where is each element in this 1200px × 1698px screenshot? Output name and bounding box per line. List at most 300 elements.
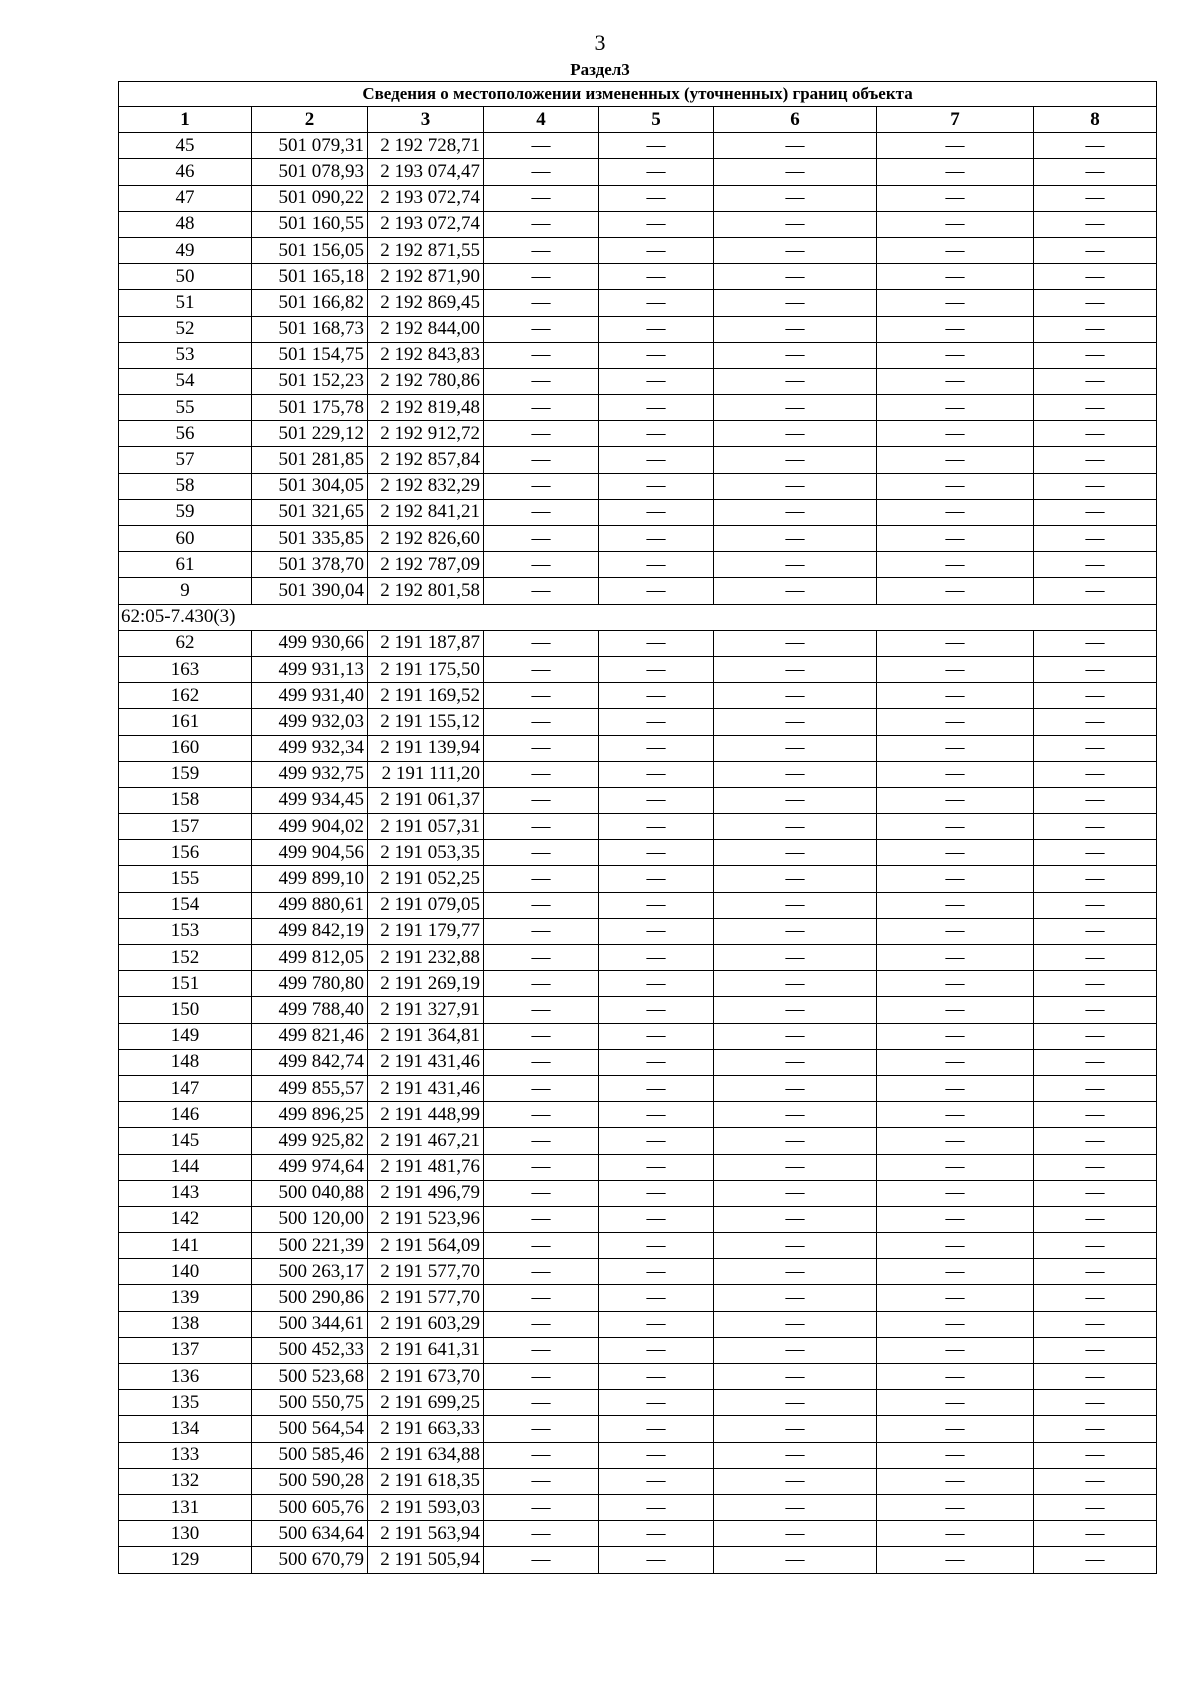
empty-dash: —	[945, 396, 965, 418]
empty-dash: —	[646, 684, 666, 706]
empty-dash: —	[646, 134, 666, 156]
empty-dash: —	[785, 344, 805, 366]
empty-dash: —	[945, 422, 965, 444]
empty-dash: —	[646, 187, 666, 209]
empty-dash: —	[646, 1208, 666, 1230]
empty-dash: —	[945, 370, 965, 392]
table-row	[119, 1075, 1157, 1101]
empty-cell	[599, 499, 714, 525]
empty-dash: —	[945, 1470, 965, 1492]
empty-cell	[484, 1547, 599, 1573]
empty-cell	[714, 997, 877, 1023]
empty-cell	[599, 1390, 714, 1416]
empty-dash: —	[785, 658, 805, 680]
empty-cell	[484, 1442, 599, 1468]
table-title-row	[119, 82, 1157, 107]
empty-dash: —	[646, 475, 666, 497]
empty-dash: —	[1085, 422, 1105, 444]
empty-dash: —	[646, 1234, 666, 1256]
empty-cell	[484, 709, 599, 735]
coordinate-x: 501 378,70	[252, 552, 368, 578]
empty-cell	[1034, 1390, 1157, 1416]
empty-dash: —	[1085, 1208, 1105, 1230]
point-number: 54	[119, 368, 252, 394]
empty-cell	[484, 1102, 599, 1128]
empty-cell	[714, 1311, 877, 1337]
empty-cell	[714, 421, 877, 447]
coordinate-y: 2 191 563,94	[368, 1521, 484, 1547]
point-number: 58	[119, 473, 252, 499]
empty-cell	[1034, 709, 1157, 735]
point-number: 47	[119, 185, 252, 211]
empty-dash: —	[531, 737, 551, 759]
empty-cell	[877, 918, 1034, 944]
coordinate-y: 2 191 327,91	[368, 997, 484, 1023]
empty-dash: —	[1085, 1417, 1105, 1439]
empty-dash: —	[1085, 1234, 1105, 1256]
coordinate-y: 2 191 641,31	[368, 1337, 484, 1363]
empty-cell	[877, 211, 1034, 237]
coordinate-x: 499 904,56	[252, 840, 368, 866]
empty-cell	[1034, 237, 1157, 263]
point-number: 62	[119, 630, 252, 656]
empty-cell	[714, 656, 877, 682]
empty-dash: —	[646, 1287, 666, 1309]
empty-cell	[484, 1416, 599, 1442]
empty-dash: —	[531, 998, 551, 1020]
empty-cell	[714, 1049, 877, 1075]
empty-dash: —	[785, 841, 805, 863]
empty-dash: —	[785, 291, 805, 313]
empty-dash: —	[1085, 1522, 1105, 1544]
empty-dash: —	[785, 1365, 805, 1387]
empty-dash: —	[646, 710, 666, 732]
empty-dash: —	[531, 579, 551, 601]
empty-cell	[1034, 368, 1157, 394]
coordinate-x: 501 281,85	[252, 447, 368, 473]
empty-dash: —	[945, 239, 965, 261]
empty-cell	[599, 473, 714, 499]
point-number: 158	[119, 787, 252, 813]
empty-dash: —	[646, 239, 666, 261]
empty-cell	[1034, 578, 1157, 604]
coordinate-y: 2 191 232,88	[368, 945, 484, 971]
table-row	[119, 840, 1157, 866]
table-row	[119, 945, 1157, 971]
empty-dash: —	[646, 1103, 666, 1125]
empty-cell	[1034, 814, 1157, 840]
empty-dash: —	[646, 527, 666, 549]
empty-cell	[484, 630, 599, 656]
point-number: 150	[119, 997, 252, 1023]
coordinate-y: 2 192 801,58	[368, 578, 484, 604]
empty-dash: —	[531, 1182, 551, 1204]
empty-cell	[714, 1337, 877, 1363]
empty-cell	[1034, 761, 1157, 787]
empty-cell	[877, 1468, 1034, 1494]
empty-cell	[484, 1390, 599, 1416]
empty-dash: —	[531, 291, 551, 313]
empty-dash: —	[785, 134, 805, 156]
empty-cell	[877, 552, 1034, 578]
empty-cell	[877, 656, 1034, 682]
empty-cell	[484, 342, 599, 368]
empty-dash: —	[531, 1260, 551, 1282]
coordinate-x: 499 932,75	[252, 761, 368, 787]
table-row	[119, 395, 1157, 421]
empty-cell	[877, 133, 1034, 159]
coordinate-y: 2 191 663,33	[368, 1416, 484, 1442]
coordinate-y: 2 191 577,70	[368, 1259, 484, 1285]
table-row	[119, 656, 1157, 682]
empty-cell	[1034, 1206, 1157, 1232]
empty-cell	[1034, 1128, 1157, 1154]
empty-dash: —	[785, 1391, 805, 1413]
empty-cell	[599, 395, 714, 421]
point-number: 148	[119, 1049, 252, 1075]
coordinate-x: 501 390,04	[252, 578, 368, 604]
empty-dash: —	[531, 396, 551, 418]
empty-cell	[877, 630, 1034, 656]
empty-dash: —	[1085, 1391, 1105, 1413]
empty-cell	[714, 578, 877, 604]
empty-dash: —	[531, 422, 551, 444]
coordinate-x: 499 925,82	[252, 1128, 368, 1154]
empty-dash: —	[531, 1548, 551, 1570]
empty-cell	[877, 185, 1034, 211]
empty-cell	[877, 290, 1034, 316]
empty-cell	[714, 133, 877, 159]
empty-cell	[1034, 1023, 1157, 1049]
empty-dash: —	[1085, 1260, 1105, 1282]
empty-cell	[484, 1285, 599, 1311]
empty-cell	[877, 368, 1034, 394]
coordinate-y: 2 191 175,50	[368, 656, 484, 682]
empty-cell	[714, 447, 877, 473]
coordinate-y: 2 192 871,90	[368, 264, 484, 290]
empty-dash: —	[945, 1417, 965, 1439]
empty-dash: —	[945, 684, 965, 706]
coordinate-x: 500 590,28	[252, 1468, 368, 1494]
coordinate-y: 2 193 072,74	[368, 185, 484, 211]
empty-dash: —	[646, 449, 666, 471]
empty-dash: —	[945, 920, 965, 942]
empty-dash: —	[646, 370, 666, 392]
empty-cell	[877, 1416, 1034, 1442]
empty-dash: —	[785, 894, 805, 916]
empty-cell	[599, 1023, 714, 1049]
empty-cell	[877, 1233, 1034, 1259]
empty-dash: —	[646, 946, 666, 968]
empty-cell	[599, 211, 714, 237]
table-row	[119, 1468, 1157, 1494]
empty-cell	[484, 368, 599, 394]
empty-cell	[714, 159, 877, 185]
empty-dash: —	[1085, 1077, 1105, 1099]
table-row	[119, 1206, 1157, 1232]
empty-cell	[714, 237, 877, 263]
coordinate-y: 2 191 673,70	[368, 1364, 484, 1390]
empty-dash: —	[785, 187, 805, 209]
coordinate-y: 2 191 139,94	[368, 735, 484, 761]
coordinate-x: 499 788,40	[252, 997, 368, 1023]
empty-dash: —	[531, 213, 551, 235]
point-number: 134	[119, 1416, 252, 1442]
table-row	[119, 447, 1157, 473]
empty-cell	[599, 1311, 714, 1337]
empty-cell	[1034, 630, 1157, 656]
coordinate-x: 499 780,80	[252, 971, 368, 997]
column-number: 2	[252, 107, 368, 133]
coordinate-y: 2 191 505,94	[368, 1547, 484, 1573]
empty-dash: —	[945, 318, 965, 340]
empty-cell	[599, 264, 714, 290]
empty-cell	[877, 1259, 1034, 1285]
empty-cell	[714, 290, 877, 316]
empty-dash: —	[646, 396, 666, 418]
empty-cell	[714, 918, 877, 944]
empty-dash: —	[945, 1182, 965, 1204]
empty-cell	[1034, 395, 1157, 421]
empty-cell	[714, 499, 877, 525]
empty-dash: —	[531, 1417, 551, 1439]
empty-dash: —	[1085, 972, 1105, 994]
empty-dash: —	[1085, 815, 1105, 837]
empty-cell	[599, 656, 714, 682]
empty-dash: —	[646, 632, 666, 654]
empty-dash: —	[945, 187, 965, 209]
empty-dash: —	[646, 737, 666, 759]
point-number: 59	[119, 499, 252, 525]
empty-cell	[877, 499, 1034, 525]
empty-cell	[714, 264, 877, 290]
empty-dash: —	[945, 1077, 965, 1099]
empty-dash: —	[1085, 187, 1105, 209]
empty-cell	[1034, 264, 1157, 290]
empty-cell	[714, 840, 877, 866]
empty-cell	[599, 761, 714, 787]
empty-dash: —	[1085, 998, 1105, 1020]
empty-dash: —	[531, 868, 551, 890]
empty-cell	[877, 1390, 1034, 1416]
coordinate-y: 2 192 728,71	[368, 133, 484, 159]
point-number: 160	[119, 735, 252, 761]
empty-dash: —	[785, 946, 805, 968]
empty-dash: —	[945, 160, 965, 182]
coordinate-y: 2 191 577,70	[368, 1285, 484, 1311]
empty-cell	[484, 211, 599, 237]
table-row	[119, 499, 1157, 525]
empty-cell	[877, 1547, 1034, 1573]
column-number: 4	[484, 107, 599, 133]
empty-cell	[1034, 945, 1157, 971]
empty-dash: —	[1085, 527, 1105, 549]
empty-cell	[714, 892, 877, 918]
empty-dash: —	[1085, 396, 1105, 418]
empty-dash: —	[945, 1260, 965, 1282]
empty-cell	[484, 1364, 599, 1390]
empty-dash: —	[785, 1208, 805, 1230]
empty-cell	[484, 1206, 599, 1232]
empty-dash: —	[531, 1313, 551, 1335]
coordinate-x: 500 564,54	[252, 1416, 368, 1442]
coordinate-x: 501 156,05	[252, 237, 368, 263]
empty-dash: —	[785, 1339, 805, 1361]
empty-cell	[877, 342, 1034, 368]
empty-cell	[484, 1049, 599, 1075]
table-row	[119, 1285, 1157, 1311]
coordinate-x: 501 335,85	[252, 526, 368, 552]
empty-cell	[484, 1494, 599, 1520]
empty-cell	[484, 1337, 599, 1363]
point-number: 145	[119, 1128, 252, 1154]
empty-dash: —	[531, 1103, 551, 1125]
table-row	[119, 1521, 1157, 1547]
empty-dash: —	[1085, 553, 1105, 575]
coordinate-x: 501 154,75	[252, 342, 368, 368]
empty-dash: —	[785, 370, 805, 392]
point-number: 135	[119, 1390, 252, 1416]
empty-dash: —	[1085, 894, 1105, 916]
table-row	[119, 683, 1157, 709]
empty-cell	[877, 814, 1034, 840]
empty-dash: —	[1085, 1182, 1105, 1204]
coordinate-y: 2 192 826,60	[368, 526, 484, 552]
empty-dash: —	[785, 579, 805, 601]
empty-cell	[877, 787, 1034, 813]
coordinate-y: 2 192 857,84	[368, 447, 484, 473]
empty-cell	[484, 264, 599, 290]
boundary-coordinates-table	[118, 81, 1157, 1574]
empty-dash: —	[646, 1313, 666, 1335]
empty-cell	[599, 630, 714, 656]
empty-cell	[1034, 526, 1157, 552]
empty-dash: —	[531, 710, 551, 732]
empty-dash: —	[531, 1025, 551, 1047]
empty-dash: —	[945, 579, 965, 601]
empty-cell	[599, 814, 714, 840]
empty-dash: —	[531, 1234, 551, 1256]
point-number: 141	[119, 1233, 252, 1259]
empty-dash: —	[1085, 134, 1105, 156]
coordinate-y: 2 191 269,19	[368, 971, 484, 997]
coordinate-x: 499 930,66	[252, 630, 368, 656]
empty-dash: —	[646, 972, 666, 994]
empty-dash: —	[945, 894, 965, 916]
empty-cell	[484, 787, 599, 813]
empty-dash: —	[531, 501, 551, 523]
coordinate-x: 499 934,45	[252, 787, 368, 813]
coordinate-y: 2 191 053,35	[368, 840, 484, 866]
table-row	[119, 1023, 1157, 1049]
empty-dash: —	[531, 1496, 551, 1518]
table-row	[119, 159, 1157, 185]
empty-cell	[599, 1547, 714, 1573]
empty-cell	[599, 1494, 714, 1520]
empty-cell	[1034, 1521, 1157, 1547]
empty-dash: —	[785, 920, 805, 942]
empty-dash: —	[1085, 344, 1105, 366]
empty-dash: —	[646, 868, 666, 890]
empty-cell	[599, 1416, 714, 1442]
point-number: 156	[119, 840, 252, 866]
table-row	[119, 1364, 1157, 1390]
empty-dash: —	[531, 684, 551, 706]
empty-cell	[599, 1233, 714, 1259]
empty-dash: —	[785, 1496, 805, 1518]
empty-cell	[877, 1521, 1034, 1547]
empty-cell	[877, 683, 1034, 709]
empty-dash: —	[531, 1208, 551, 1230]
empty-dash: —	[646, 998, 666, 1020]
empty-dash: —	[531, 134, 551, 156]
point-number: 129	[119, 1547, 252, 1573]
empty-dash: —	[945, 1208, 965, 1230]
point-number: 55	[119, 395, 252, 421]
empty-dash: —	[531, 841, 551, 863]
point-number: 155	[119, 866, 252, 892]
empty-cell	[484, 971, 599, 997]
empty-dash: —	[1085, 1444, 1105, 1466]
empty-cell	[599, 578, 714, 604]
empty-cell	[599, 918, 714, 944]
empty-dash: —	[785, 1417, 805, 1439]
point-number: 52	[119, 316, 252, 342]
empty-cell	[484, 185, 599, 211]
empty-cell	[714, 1468, 877, 1494]
empty-dash: —	[646, 1156, 666, 1178]
section-title: Раздел3	[570, 60, 630, 79]
coordinate-y: 2 192 843,83	[368, 342, 484, 368]
table-row	[119, 1311, 1157, 1337]
page-number: 3	[594, 30, 606, 55]
empty-cell	[714, 1023, 877, 1049]
empty-cell	[484, 997, 599, 1023]
empty-dash: —	[531, 632, 551, 654]
empty-cell	[1034, 1468, 1157, 1494]
point-number: 157	[119, 814, 252, 840]
empty-cell	[714, 1547, 877, 1573]
coordinate-x: 501 090,22	[252, 185, 368, 211]
point-number: 151	[119, 971, 252, 997]
coordinate-x: 500 585,46	[252, 1442, 368, 1468]
coordinate-x: 499 821,46	[252, 1023, 368, 1049]
empty-dash: —	[646, 1444, 666, 1466]
empty-cell	[484, 1311, 599, 1337]
empty-dash: —	[1085, 475, 1105, 497]
empty-cell	[877, 264, 1034, 290]
empty-cell	[599, 840, 714, 866]
empty-cell	[484, 1521, 599, 1547]
empty-dash: —	[646, 1182, 666, 1204]
coordinate-x: 501 175,78	[252, 395, 368, 421]
empty-dash: —	[1085, 841, 1105, 863]
empty-cell	[877, 447, 1034, 473]
empty-cell	[714, 1206, 877, 1232]
empty-cell	[877, 578, 1034, 604]
empty-dash: —	[531, 972, 551, 994]
table-row	[119, 1128, 1157, 1154]
empty-dash: —	[945, 291, 965, 313]
empty-cell	[877, 1206, 1034, 1232]
coordinate-y: 2 191 448,99	[368, 1102, 484, 1128]
empty-dash: —	[1085, 1548, 1105, 1570]
empty-dash: —	[646, 1260, 666, 1282]
empty-dash: —	[531, 789, 551, 811]
empty-dash: —	[785, 998, 805, 1020]
coordinate-y: 2 191 481,76	[368, 1154, 484, 1180]
empty-dash: —	[945, 841, 965, 863]
